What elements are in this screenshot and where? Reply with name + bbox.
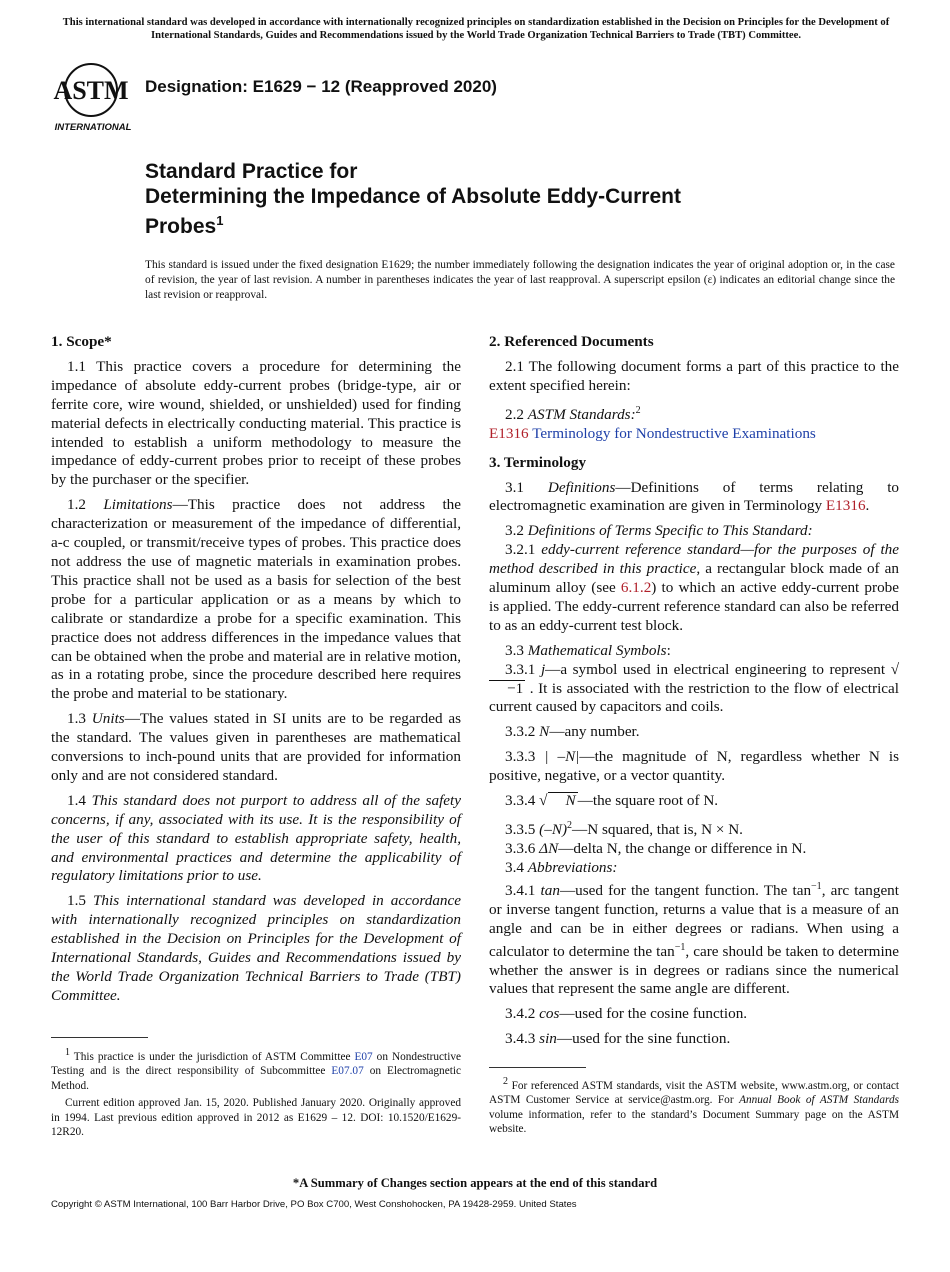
designation: Designation: E1629 − 12 (Reapproved 2020) xyxy=(145,77,497,96)
para-2-2: 2.2 ASTM Standards:$^2$ xyxy=(505,404,641,423)
para-1-5: 1.5 This international standard was developed in accordance with internationally recognized principles on standardization established in the Decision on Principles for the Development of International Standards, Guides and Recommendations issued by the World Trade Organization Technical Barriers to Trade (TBT) Committee. xyxy=(51,892,462,1004)
right-column xyxy=(489,333,899,1055)
para-3-4-1: 3.4.1 tan—used for the tangent function. The $\tan^{-1}$, arc tangent or inverse tangent function, returns a value that is a measure of an angle and can be in either degrees or radians. When using a calculator to determine the $\tan^{-1}$, care should be taken to determine whether the answer is in degrees or radians since the numerical values that represent the same angle are different. xyxy=(489,880,899,998)
para-3-3-6: 3.3.6 ΔN—delta N, the change or difference in N. xyxy=(505,839,807,857)
title-line-1: Standard Practice for xyxy=(145,160,358,183)
footnote-rule-left xyxy=(51,1037,148,1038)
document-title xyxy=(145,160,845,240)
footnote-1-edition: Current edition approved Jan. 15, 2020. Published January 2020. Originally approved in 1994. Last previous edition approved in 2012 as E1629 – 12. DOI: 10.1520/E1629-12R20. xyxy=(51,1097,461,1139)
para-1-3: 1.3 Units—The values stated in SI units are to be regarded as the standard. The values given in parentheses are mathematical conversions to inch-pound units that are provided for information only and are not considered standard. xyxy=(51,710,461,784)
link-e1316-code[interactable]: E1316 xyxy=(489,424,529,442)
logo-text: ASTM xyxy=(53,76,129,105)
footnote-1: $^1$ This practice is under the jurisdiction of ASTM Committee E07 on Nondestructive Testing and is the direct responsibility of Subcommittee E07.07 on Electromagnetic Method. Current edition approved Jan. 15, 2020. Published January 2020. Originally approved in 1994. Last previous edition approved in 2012 as E1629 – 12. DOI: 10.1520/E1629-12R20. xyxy=(51,1047,461,1139)
para-3-3-3: 3.3.3 | –N|—the magnitude of N, regardless whether N is positive, negative, or a vector quantity. xyxy=(489,748,899,785)
link-6-1-2[interactable]: 6.1.2 xyxy=(620,579,652,597)
footnote-2: $^2$ For referenced ASTM standards, visit the ASTM website, www.astm.org, or contact ASTM Customer Service at service@astm.org. For Annual Book of ASTM Standards volume information, refer to the standard’s Document Summary page on the ASTM website. xyxy=(489,1076,899,1136)
top-notice: This international standard was developed in accordance with internationally recognized principles on standardization established in the Decision on Principles for the Development of International Standards, Guides and Recommendations issued by the World Trade Organization Technical Barriers to Trade (TBT) Committee. xyxy=(62,17,890,41)
link-e07-07[interactable]: E07.07 xyxy=(331,1065,364,1078)
para-3-3-2: 3.3.2 N—any number. xyxy=(505,723,640,741)
footnote-rule-right xyxy=(489,1067,586,1068)
para-3-2-1: 3.2.1 eddy-current reference standard—for the purposes of the method described in this practice, a rectangular block made of an aluminum alloy (see 6.1.2) to which an active eddy-current probe is applied. The eddy-current reference standard can also be referred to as an eddy-current test block. xyxy=(489,541,900,634)
para-3-2: 3.2 Definitions of Terms Specific to This Standard: xyxy=(505,522,813,540)
para-2-1: 2.1 The following document forms a part of this practice to the extent specified herein: xyxy=(489,357,899,394)
para-1-2: 1.2 Limitations—This practice does not address the characterization or measurement of the impedance of differential, a-c coupled, or transmit/receive types of probes. This practice does not address the use of magnetic materials in examination probes. This practice shall not be used as a basis for selection of the best probe for a particular application or as a means by which to calibrate or standardize a probe for a specific examination. This practice does not address differences in the impedance values that can be obtained when the probe and material are in relative motion, as in a rotating probe, since the procedure described here requires the probe and material to be stationary. xyxy=(51,496,462,703)
para-3-1: 3.1 Definitions—Definitions of terms relating to electromagnetic examination are given in Terminology E1316. xyxy=(489,478,900,515)
copyright: Copyright © ASTM International, 100 Barr Harbor Drive, PO Box C700, West Conshohocken, PA 19428-2959. United States xyxy=(51,1199,577,1210)
summary-of-changes-note: *A Summary of Changes section appears at the end of this standard xyxy=(292,1176,658,1190)
para-1-1: 1.1 This practice covers a procedure for determining the impedance of absolute eddy-current probes (bridge-type, air or ferrite core, wire wound, shielded, or unshielded) used for finding material defects in electrically conducting material. This practice is intended to establish a uniform methodology to measure the impedance of eddy-current probes prior to receipt of these probes by the purchaser or the specifier. xyxy=(51,357,461,489)
para-3-3-4: 3.3.4 √ N —the square root of N. xyxy=(505,792,719,810)
para-1-4: 1.4 This standard does not purport to address all of the safety concerns, if any, associated with its use. It is the responsibility of the user of this standard to establish appropriate safety, health, and environmental practices and determine the applicability of regulatory limitations prior to use. xyxy=(51,791,462,885)
referenced-standard-entry xyxy=(489,425,899,444)
title-line-2: Determining the Impedance of Absolute Eddy-Current xyxy=(145,184,681,208)
sqrt-minus-one: −1 xyxy=(489,680,525,697)
astm-logo xyxy=(53,57,135,133)
terminology-heading: 3. Terminology xyxy=(489,453,587,471)
scope-heading: 1. Scope* xyxy=(51,333,112,350)
para-3-4-2: 3.4.2 cos—used for the cosine function. xyxy=(505,1005,748,1023)
issuance-note: This standard is issued under the fixed designation E1629; the number immediately following the designation indicates the year of original adoption or, in the case of revision, the year of last revision. A number in parentheses indicates the year of last reapproval. A superscript epsilon (ε) indicates an editorial change since the last revision or reapproval. xyxy=(145,259,895,301)
title-footnote-mark: 1 xyxy=(216,213,224,228)
para-3-3-5: 3.3.5 $(-N)^2—N$ squared, that is, N × N. xyxy=(505,820,743,839)
left-column xyxy=(51,333,461,1012)
para-3-4: 3.4 Abbreviations: xyxy=(505,858,618,876)
link-e07[interactable]: E07 xyxy=(354,1050,373,1063)
link-e1316-title[interactable]: Terminology for Nondestructive Examinations xyxy=(532,424,816,442)
referenced-heading: 2. Referenced Documents xyxy=(489,333,654,350)
para-3-3-1: 3.3.1 j—a symbol used in electrical engineering to represent √−1 . It is associated with the restriction to the flow of electrical current caused by capacitors and coils. xyxy=(489,660,900,716)
para-3-4-3: 3.4.3 sin—used for the sine function. xyxy=(505,1030,731,1048)
title-line-3: Probes$^1$ xyxy=(145,213,224,238)
logo-subtext: INTERNATIONAL xyxy=(54,122,132,133)
sqrt-n: N xyxy=(548,792,578,809)
link-e1316[interactable]: E1316 xyxy=(825,497,866,515)
para-3-3: 3.3 Mathematical Symbols: xyxy=(505,641,671,659)
